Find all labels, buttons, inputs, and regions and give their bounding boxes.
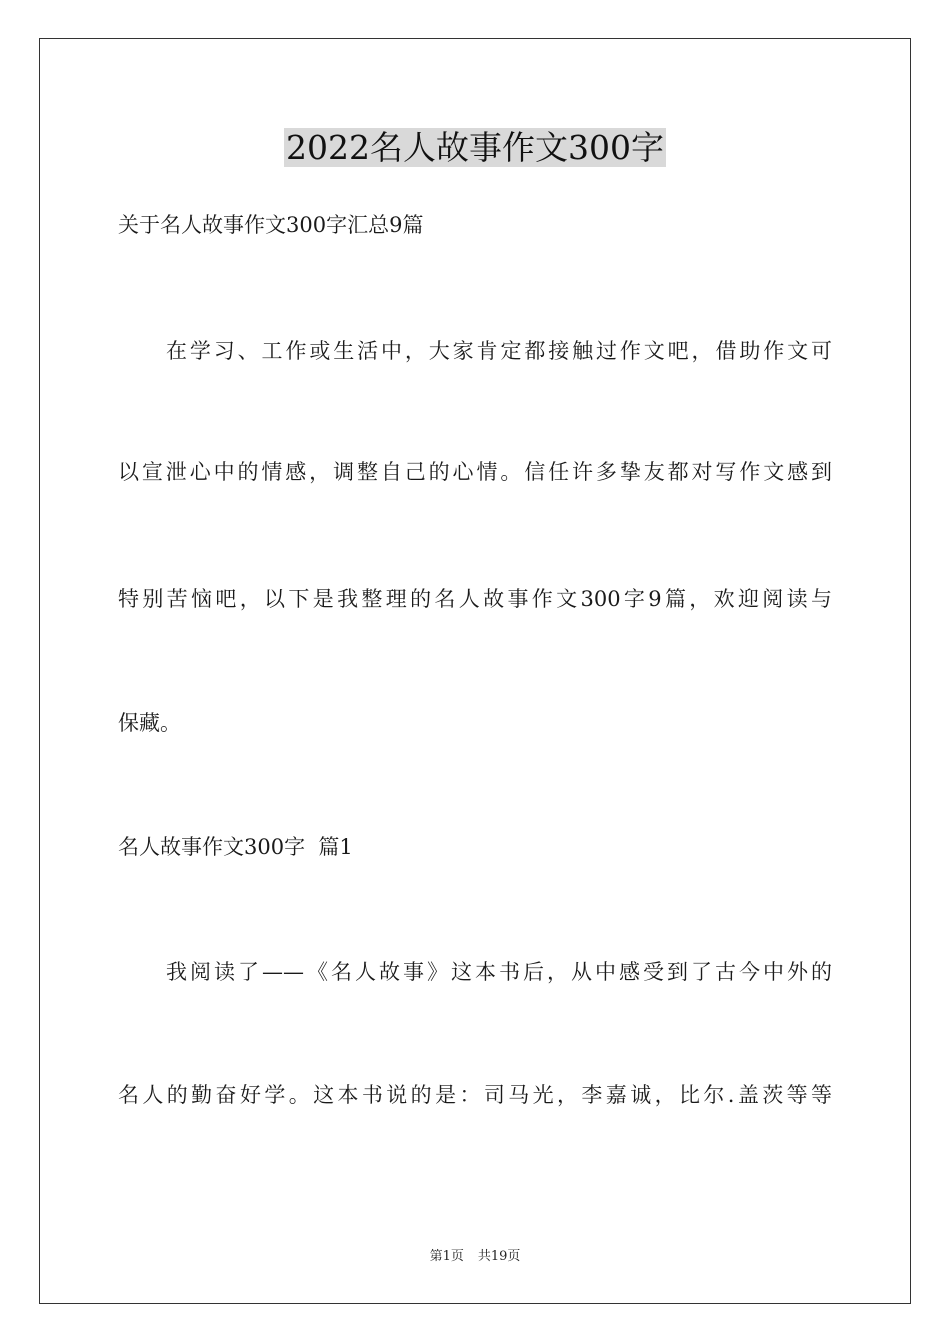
intro-line-1: 在学习、工作或生活中，大家肯定都接触过作文吧，借助作文可 xyxy=(166,339,832,363)
document-title xyxy=(0,128,950,168)
page-total: 共19页 xyxy=(477,1249,521,1264)
page-number: 第1页 xyxy=(429,1249,464,1264)
page-footer xyxy=(0,1248,950,1266)
intro-line-4: 保藏。 xyxy=(118,711,181,735)
body-line-1: 我阅读了——《名人故事》这本书后，从中感受到了古今中外的 xyxy=(166,960,832,984)
document-title-text: 2022名人故事作文300字 xyxy=(286,128,664,167)
document-subtitle: 关于名人故事作文300字汇总9篇 xyxy=(118,213,424,237)
body-line-2: 名人的勤奋好学。这本书说的是：司马光，李嘉诚，比尔.盖茨等等 xyxy=(118,1083,832,1107)
intro-line-2: 以宣泄心中的情感，调整自己的心情。信任许多挚友都对写作文感到 xyxy=(118,460,832,484)
section-heading: 名人故事作文300字 篇1 xyxy=(118,835,353,859)
intro-line-3: 特别苦恼吧，以下是我整理的名人故事作文300字9篇，欢迎阅读与 xyxy=(118,587,832,611)
